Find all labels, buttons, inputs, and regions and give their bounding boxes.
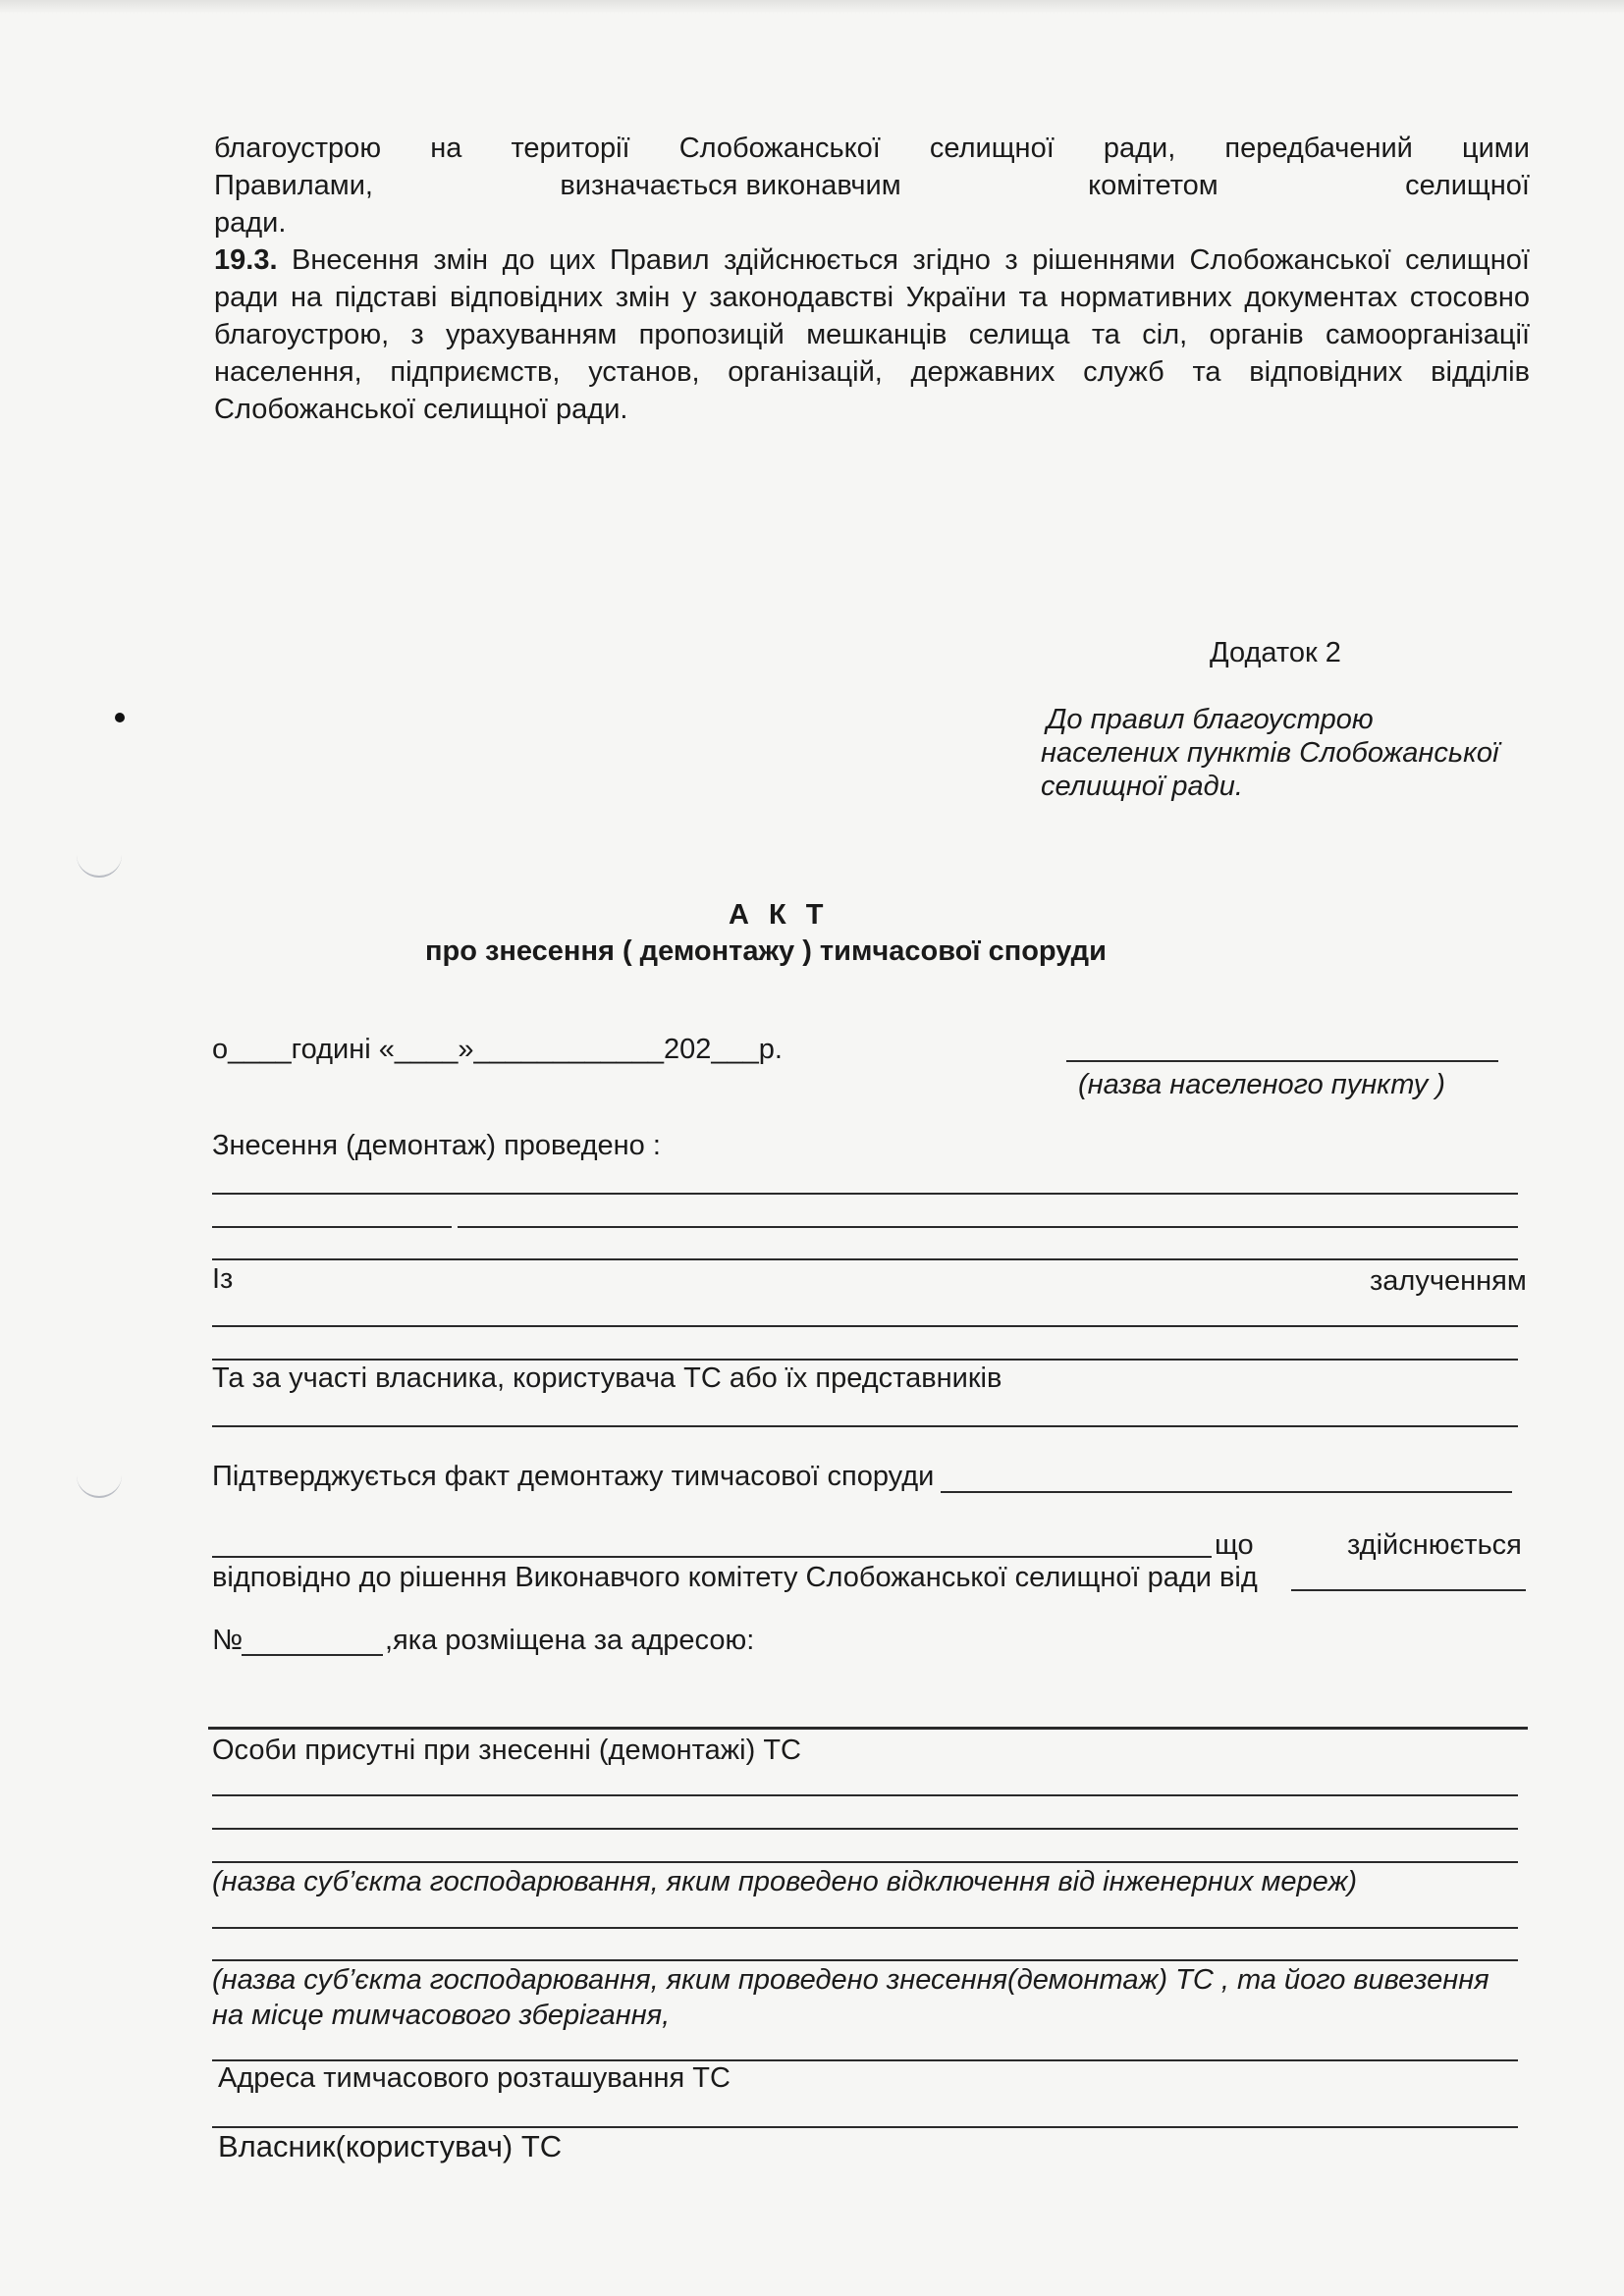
entity-demolition-hint-2: на місце тимчасового зберігання, bbox=[212, 2000, 671, 2031]
temp-address-label: Адреса тимчасового розташування ТС bbox=[218, 2062, 731, 2094]
word: на bbox=[430, 133, 462, 164]
confirmation-label: Підтверджується факт демонтажу тимчасової споруди bbox=[212, 1461, 935, 1492]
word: Правилами, bbox=[214, 170, 373, 201]
decision-label: відповідно до рішення Виконавчого комітету Слобожанської селищної ради від bbox=[212, 1562, 1258, 1593]
scan-dot bbox=[115, 713, 125, 722]
fill-line bbox=[212, 1193, 1518, 1195]
word: ради, bbox=[1103, 133, 1176, 164]
intro-line-3: ради. bbox=[214, 207, 287, 239]
punch-hole-mark bbox=[77, 1472, 122, 1498]
participation-label: Та за участі власника, користувача ТС або їх представників bbox=[212, 1362, 1002, 1394]
word: визначається виконавчим bbox=[560, 170, 901, 201]
fill-line bbox=[212, 1794, 1518, 1796]
with-label: Із bbox=[212, 1263, 234, 1295]
owner-label: Власник(користувач) ТС bbox=[218, 2129, 563, 2163]
clause-19-3 bbox=[214, 241, 1530, 428]
fill-line bbox=[212, 1325, 1518, 1327]
act-subtitle: про знесення ( демонтажу ) тимчасової споруди bbox=[425, 935, 1107, 967]
appendix-note-2: населених пунктів Слобожанської bbox=[1041, 737, 1499, 769]
word: Слобожанської bbox=[678, 133, 881, 164]
which-word: що bbox=[1215, 1529, 1254, 1561]
word: комітетом bbox=[1088, 170, 1218, 201]
word: цими bbox=[1462, 133, 1530, 164]
fill-line bbox=[212, 1226, 452, 1228]
scan-top-edge bbox=[0, 0, 1624, 14]
address-line bbox=[208, 1727, 1528, 1730]
address-label: ,яка розміщена за адресою: bbox=[385, 1625, 755, 1656]
decision-date-line bbox=[1291, 1589, 1526, 1591]
appendix-title: Додаток 2 bbox=[1210, 637, 1341, 668]
fill-line bbox=[212, 1556, 1212, 1558]
clause-number: 19.3. bbox=[214, 244, 278, 276]
time-date-line: о____годині «____»____________202___р. bbox=[212, 1034, 783, 1065]
fill-line bbox=[458, 1226, 1518, 1228]
fill-line bbox=[212, 1425, 1518, 1427]
settlement-line bbox=[1066, 1060, 1498, 1062]
performed-word: здійснюється bbox=[1347, 1529, 1522, 1561]
word: селищної bbox=[1405, 170, 1530, 201]
number-line bbox=[242, 1654, 383, 1656]
entity-disconnect-hint: (назва суб’єкта господарювання, яким проведено відключення від інженерних мереж) bbox=[212, 1866, 1358, 1897]
act-title: А К Т bbox=[729, 899, 830, 931]
involvement-label: залученням bbox=[1370, 1265, 1527, 1297]
appendix-note-1: До правил благоустрою bbox=[1047, 704, 1374, 735]
word: передбачений bbox=[1224, 133, 1413, 164]
intro-line-2 bbox=[214, 167, 1530, 204]
appendix-note-3: селищної ради. bbox=[1041, 771, 1243, 802]
demolition-label: Знесення (демонтаж) проведено : bbox=[212, 1130, 661, 1161]
punch-hole-mark bbox=[77, 852, 122, 878]
word: благоустрою bbox=[214, 133, 382, 164]
fill-line bbox=[212, 1828, 1518, 1830]
number-prefix: № bbox=[212, 1625, 244, 1656]
fill-line bbox=[212, 1927, 1518, 1929]
word: селищної bbox=[929, 133, 1055, 164]
settlement-hint: (назва населеного пункту ) bbox=[1078, 1069, 1445, 1100]
fill-line bbox=[941, 1491, 1512, 1493]
clause-text: Внесення змін до цих Правил здійснюється згідно з рішеннями Слобожанської селищної ради на підставі відповідних змін у законодавстві України та нормативних документах стосовно благоустрою, з урахуванням пропозицій мешканців селища та сіл, органів самоорганізації населення, підприємств, установ, організацій, державних служб та відповідних відділів Слобожанської селищної ради. bbox=[214, 244, 1530, 425]
persons-present-label: Особи присутні при знесенні (демонтажі) ТС bbox=[212, 1735, 801, 1766]
fill-line bbox=[212, 1258, 1518, 1260]
word: території bbox=[511, 133, 630, 164]
intro-line-1 bbox=[214, 130, 1530, 167]
entity-demolition-hint-1: (назва суб’єкта господарювання, яким проведено знесення(демонтаж) ТС , та його вивезення bbox=[212, 1964, 1489, 1996]
